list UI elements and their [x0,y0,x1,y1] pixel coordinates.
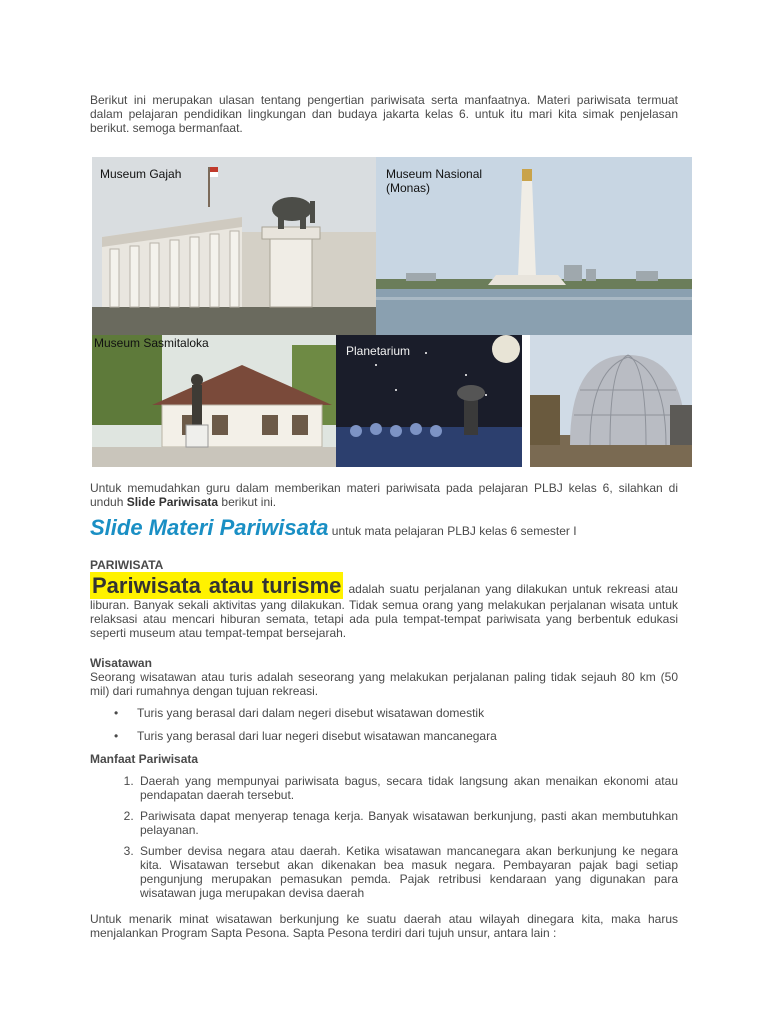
museum-gajah-photo [92,157,376,335]
list-item: • Turis yang berasal dari luar negeri disebut wisatawan mancanegara [114,729,678,743]
wisatawan-paragraph: Seorang wisatawan atau turis adalah seseorang yang melakukan perjalanan paling tidak sejauh 80 km (50 mil) dari rumahnya dengan tujuan rekreasi. [90,670,678,698]
planetarium-dome-illustration [530,335,692,467]
list-item: 2. Pariwisata dapat menyerap tenaga kerja. Banyak wisatawan berkunjung, pasti akan membutuhkan pelayanan. [137,809,678,837]
document-page [90,93,678,940]
download-text-before: Untuk memudahkan guru dalam memberikan materi pariwisata pada pelajaran PLBJ kelas 6, silahkan di unduh [90,481,678,509]
pariwisata-definition [90,574,678,640]
museum-gajah-caption: Museum Gajah [100,167,182,181]
download-paragraph [90,481,678,509]
sasmitaloka-illustration [92,335,336,467]
museum-nasional-photo [376,157,692,335]
planetarium-photo [336,335,522,467]
museum-sasmitaloka-photo [92,335,336,467]
museum-nasional-caption-line1: Museum Nasional [386,167,483,181]
museum-nasional-caption-line2: (Monas) [386,181,431,195]
slide-title: Slide Materi Pariwisata [90,515,329,540]
museum-sasmitaloka-caption: Museum Sasmitaloka [94,336,209,350]
planetarium-caption: Planetarium [346,344,411,358]
manfaat-heading: Manfaat Pariwisata [90,752,199,766]
pariwisata-heading: PARIWISATA [90,558,164,572]
list-item: 3. Sumber devisa negara atau daerah. Ketika wisatawan mancanegara akan berkunjung ke negara kita. Wisatawan tersebut akan dikenakan bea masuk negara. Pembayaran pajak bagi setiap pengunjung merupakan pemasukan pemda. Pajak retribusi kendaraan yang digunakan para wisatawan juga merupakan devisa daerah [137,844,678,900]
pariwisata-term-highlight: Pariwisata atau turisme [92,573,342,598]
museum-gajah-illustration [92,157,376,335]
wisatawan-heading: Wisatawan [90,656,152,670]
pariwisata-definition-text: adalah suatu perjalanan yang dilakukan untuk rekreasi atau liburan. Banyak sekali aktivitas yang dilakukan. Tidak semua orang yang melakukan perjalanan wisata untuk relaksasi atau mencari hiburan semata, tetapi ada pula tempat-tempat pariwisata yang berbentuk edukasi seperti museum atau tempat-tempat bersejarah. [90,582,678,640]
download-text-after: berikut ini. [218,495,277,509]
manfaat-numbered-list [90,774,678,900]
list-item: • Turis yang berasal dari dalam negeri disebut wisatawan domestik [114,706,678,720]
slide-subtitle: untuk mata pelajaran PLBJ kelas 6 semester I [331,524,577,538]
slide-heading [90,515,678,544]
slide-pariwisata-link[interactable]: Slide Pariwisata [126,495,219,509]
wisatawan-bullet-list [90,706,678,743]
list-item: 1. Daerah yang mempunyai pariwisata bagus, secara tidak langsung akan menaikan ekonomi atau pendapatan daerah tersebut. [137,774,678,802]
museum-nasional-caption [386,167,482,195]
museum-photo-collage [90,157,692,467]
planetarium-dome-photo [530,335,692,467]
closing-paragraph: Untuk menarik minat wisatawan berkunjung ke suatu daerah atau wilayah dinegara kita, maka harus menjalankan Program Sapta Pesona. Sapta Pesona terdiri dari tujuh unsur, antara lain : [90,912,678,940]
intro-paragraph: Berikut ini merupakan ulasan tentang pengertian pariwisata serta manfaatnya. Materi pariwisata termuat dalam pelajaran pendidikan lingkungan dan budaya jakarta kelas 6. untuk itu mari kita simak penjelasan berikut. semoga bermanfaat. [90,93,678,135]
